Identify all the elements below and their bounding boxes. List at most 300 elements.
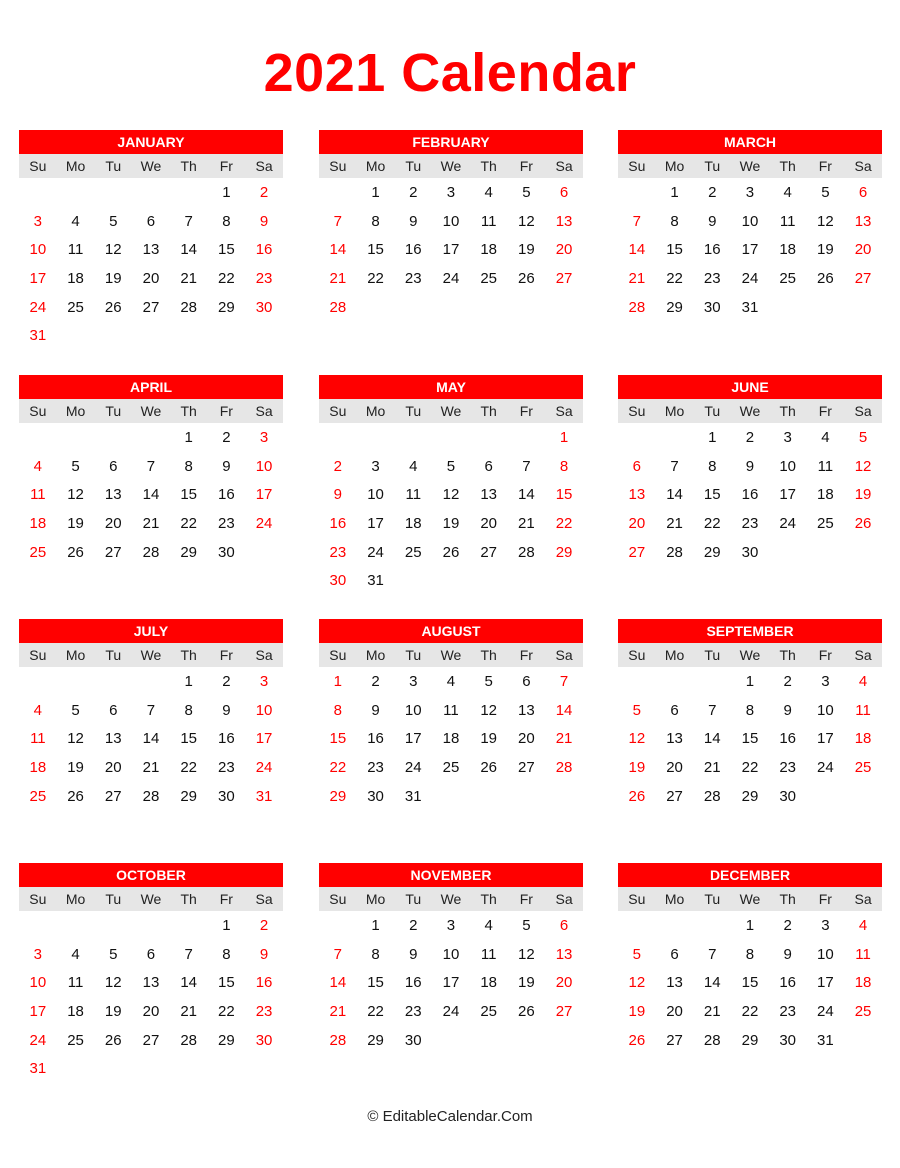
weekday-label: Sa (555, 647, 573, 663)
weekday-label: Th (180, 158, 197, 174)
day-cell: 4 (409, 457, 418, 475)
day-cell: 27 (142, 298, 160, 316)
day-cell: 18 (67, 1003, 84, 1021)
day-cell: 25 (442, 759, 460, 777)
weekday-label: We (140, 158, 162, 174)
day-cell: 23 (218, 759, 235, 777)
day-cell: 26 (518, 270, 535, 288)
day-cell: 12 (104, 241, 122, 259)
day-cell: 23 (404, 270, 422, 288)
day-cell: 31 (255, 787, 273, 805)
day-cell: 20 (480, 515, 497, 533)
week-row (618, 208, 882, 237)
week-row (319, 424, 583, 453)
day-cell: 6 (670, 701, 679, 719)
day-cell: 4 (446, 673, 456, 690)
day-cell: 27 (142, 1031, 160, 1049)
week-row (618, 236, 882, 265)
weekday-header-row (319, 399, 583, 423)
week-row (19, 783, 283, 812)
day-cell: 9 (222, 457, 231, 475)
week-row (19, 725, 283, 754)
week-row (618, 754, 882, 783)
day-cell: 19 (518, 974, 535, 992)
day-cell: 16 (741, 486, 759, 504)
day-cell: 9 (409, 212, 418, 230)
day-grid (319, 178, 583, 322)
weekday-label: Su (29, 158, 47, 174)
day-cell: 18 (779, 241, 796, 259)
week-row (618, 941, 882, 970)
empty-day-cell (545, 567, 583, 596)
day-cell: 12 (442, 486, 460, 504)
day-cell: 24 (29, 1031, 47, 1049)
day-cell: 1 (222, 917, 231, 934)
weekday-label: Fr (519, 403, 533, 419)
day-cell: 20 (666, 759, 683, 777)
weekday-header-row (19, 399, 283, 423)
empty-day-cell (844, 1027, 882, 1056)
empty-day-cell (208, 322, 246, 351)
day-cell: 24 (442, 270, 460, 288)
day-cell: 30 (218, 543, 235, 561)
month-header: APRIL (19, 375, 283, 399)
day-cell: 21 (329, 1003, 347, 1021)
day-cell: 15 (741, 730, 759, 748)
day-cell: 17 (741, 241, 759, 259)
day-cell: 31 (741, 298, 759, 316)
day-cell: 7 (333, 945, 343, 963)
day-cell: 12 (480, 701, 497, 719)
empty-day-cell (693, 668, 731, 697)
day-cell: 5 (446, 457, 456, 475)
day-cell: 5 (522, 184, 531, 201)
weekday-label: Fr (818, 647, 832, 663)
week-row (618, 783, 882, 812)
day-cell: 13 (518, 701, 535, 719)
weekday-label: Mo (664, 891, 685, 907)
week-row (618, 697, 882, 726)
day-cell: 28 (703, 787, 721, 805)
day-cell: 23 (741, 515, 759, 533)
month-header: SEPTEMBER (618, 619, 882, 643)
day-cell: 28 (555, 759, 573, 777)
day-cell: 5 (821, 184, 830, 201)
day-cell: 24 (29, 298, 47, 316)
day-cell: 27 (480, 543, 497, 561)
empty-day-cell (656, 912, 694, 941)
weekday-label: Su (628, 647, 646, 663)
empty-day-cell (394, 567, 432, 596)
day-cell: 10 (255, 701, 273, 719)
day-cell: 26 (628, 1031, 646, 1049)
day-cell: 9 (745, 457, 755, 475)
day-cell: 27 (666, 1031, 683, 1049)
day-cell: 21 (703, 759, 721, 777)
day-cell: 20 (666, 1003, 683, 1021)
weekday-label: Mo (365, 403, 386, 419)
week-row (19, 539, 283, 568)
day-cell: 14 (703, 730, 721, 748)
day-cell: 23 (367, 759, 384, 777)
day-cell: 21 (628, 270, 646, 288)
day-cell: 2 (409, 917, 418, 934)
week-row (319, 998, 583, 1027)
day-cell: 22 (367, 270, 384, 288)
empty-day-cell (132, 322, 170, 351)
week-row (618, 265, 882, 294)
day-cell: 19 (480, 730, 497, 748)
day-cell: 8 (371, 945, 380, 963)
day-cell: 17 (779, 486, 796, 504)
day-cell: 15 (666, 241, 683, 259)
day-cell: 23 (255, 270, 273, 288)
empty-day-cell (769, 294, 807, 323)
weekday-label: Sa (854, 647, 872, 663)
day-cell: 11 (480, 945, 497, 963)
empty-day-cell (57, 424, 95, 453)
day-cell: 21 (142, 759, 160, 777)
day-cell: 27 (518, 759, 535, 777)
empty-day-cell (57, 668, 95, 697)
day-cell: 29 (703, 543, 721, 561)
empty-day-cell (170, 179, 208, 208)
empty-day-cell (470, 424, 508, 453)
day-cell: 12 (518, 212, 535, 230)
week-row (319, 294, 583, 323)
weekday-label: Tu (405, 647, 422, 663)
weekday-label: Tu (405, 403, 422, 419)
day-cell: 21 (555, 730, 573, 748)
day-cell: 19 (67, 759, 84, 777)
day-cell: 2 (259, 184, 269, 201)
weekday-label: Fr (818, 403, 832, 419)
day-cell: 15 (329, 730, 347, 748)
day-cell: 14 (142, 730, 160, 748)
day-cell: 14 (329, 974, 347, 992)
weekday-label: Th (480, 891, 497, 907)
week-row (319, 481, 583, 510)
day-cell: 14 (518, 486, 535, 504)
weekday-label: Tu (405, 891, 422, 907)
day-cell: 2 (222, 429, 231, 446)
day-cell: 1 (333, 673, 343, 690)
day-cell: 9 (409, 945, 418, 963)
day-cell: 6 (632, 457, 642, 475)
day-cell: 12 (67, 730, 84, 748)
weekday-label: Sa (555, 891, 573, 907)
empty-day-cell (245, 539, 283, 568)
week-row (19, 208, 283, 237)
day-cell: 16 (404, 241, 422, 259)
day-cell: 7 (632, 212, 642, 230)
day-cell: 29 (741, 1031, 759, 1049)
day-cell: 7 (559, 673, 569, 690)
day-cell: 17 (29, 270, 47, 288)
weekday-label: Mo (365, 647, 386, 663)
month-april (19, 375, 283, 567)
day-cell: 21 (329, 270, 347, 288)
day-cell: 24 (817, 759, 834, 777)
week-row (319, 1027, 583, 1056)
day-cell: 18 (442, 730, 460, 748)
empty-day-cell (19, 912, 57, 941)
weekday-label: Tu (704, 158, 721, 174)
weekday-header-row (618, 643, 882, 667)
weekday-label: Fr (219, 647, 233, 663)
day-cell: 24 (741, 270, 759, 288)
day-cell: 10 (442, 212, 460, 230)
empty-day-cell (432, 294, 470, 323)
weekday-label: Th (180, 647, 197, 663)
week-row (19, 236, 283, 265)
day-cell: 14 (180, 974, 197, 992)
day-cell: 24 (779, 515, 796, 533)
day-cell: 30 (404, 1031, 422, 1049)
week-row (19, 1027, 283, 1056)
day-cell: 28 (180, 1031, 197, 1049)
empty-day-cell (132, 912, 170, 941)
day-cell: 8 (670, 212, 679, 230)
month-header: JANUARY (19, 130, 283, 154)
day-cell: 26 (67, 543, 84, 561)
week-row (19, 912, 283, 941)
day-cell: 20 (555, 974, 573, 992)
weekday-label: Mo (365, 158, 386, 174)
week-row (319, 453, 583, 482)
weekday-label: We (440, 158, 462, 174)
day-cell: 30 (741, 543, 759, 561)
day-cell: 9 (259, 212, 269, 230)
day-cell: 14 (180, 241, 197, 259)
week-row (19, 481, 283, 510)
day-cell: 26 (817, 270, 834, 288)
weekday-label: Th (779, 891, 796, 907)
empty-day-cell (432, 567, 470, 596)
day-cell: 17 (255, 486, 273, 504)
day-cell: 25 (29, 543, 47, 561)
month-october (19, 863, 283, 1084)
day-cell: 10 (442, 945, 460, 963)
day-cell: 2 (783, 673, 792, 690)
week-row (19, 969, 283, 998)
footer-credit: © EditableCalendar.Com (367, 1108, 533, 1125)
empty-day-cell (394, 424, 432, 453)
day-cell: 30 (255, 1031, 273, 1049)
day-cell: 28 (518, 543, 535, 561)
day-cell: 1 (708, 429, 717, 446)
weekday-header-row (618, 887, 882, 911)
empty-day-cell (656, 424, 694, 453)
day-cell: 1 (371, 917, 380, 934)
day-cell: 5 (858, 429, 868, 446)
month-header: MAY (319, 375, 583, 399)
day-cell: 9 (259, 945, 269, 963)
day-cell: 26 (442, 543, 460, 561)
day-cell: 27 (104, 787, 122, 805)
weekday-label: Tu (405, 158, 422, 174)
day-cell: 24 (255, 515, 273, 533)
day-cell: 2 (708, 184, 717, 201)
day-cell: 7 (184, 212, 193, 230)
empty-day-cell (19, 668, 57, 697)
day-cell: 22 (741, 759, 759, 777)
week-row (319, 969, 583, 998)
day-cell: 18 (480, 241, 497, 259)
day-cell: 22 (218, 1003, 235, 1021)
day-cell: 2 (259, 917, 269, 934)
day-cell: 29 (329, 787, 347, 805)
day-cell: 27 (854, 270, 872, 288)
empty-day-cell (807, 294, 845, 323)
week-row (19, 265, 283, 294)
empty-day-cell (432, 1027, 470, 1056)
weekday-label: Su (628, 158, 646, 174)
day-cell: 29 (741, 787, 759, 805)
day-cell: 3 (821, 917, 830, 934)
week-row (618, 179, 882, 208)
day-cell: 20 (142, 1003, 160, 1021)
day-cell: 15 (367, 241, 384, 259)
day-cell: 28 (180, 298, 197, 316)
day-cell: 9 (708, 212, 717, 230)
month-header: DECEMBER (618, 863, 882, 887)
weekday-label: Mo (65, 403, 86, 419)
day-cell: 14 (666, 486, 683, 504)
empty-day-cell (508, 424, 546, 453)
day-cell: 16 (218, 730, 235, 748)
week-row (19, 697, 283, 726)
day-cell: 22 (703, 515, 721, 533)
day-cell: 13 (142, 974, 160, 992)
day-cell: 4 (33, 701, 43, 719)
day-cell: 17 (255, 730, 273, 748)
day-cell: 3 (371, 457, 380, 475)
day-cell: 13 (666, 974, 683, 992)
day-cell: 15 (741, 974, 759, 992)
day-cell: 22 (555, 515, 573, 533)
weekday-label: Tu (105, 158, 122, 174)
empty-day-cell (319, 912, 357, 941)
day-cell: 29 (180, 543, 197, 561)
day-cell: 8 (333, 701, 343, 719)
day-cell: 6 (109, 701, 118, 719)
day-cell: 11 (817, 457, 834, 475)
day-cell: 5 (109, 945, 118, 963)
empty-day-cell (357, 294, 395, 323)
day-cell: 24 (255, 759, 273, 777)
day-cell: 27 (555, 1003, 573, 1021)
day-cell: 31 (29, 327, 47, 345)
day-cell: 22 (666, 270, 683, 288)
empty-day-cell (357, 424, 395, 453)
day-cell: 8 (184, 701, 193, 719)
day-cell: 25 (854, 759, 872, 777)
day-cell: 21 (518, 515, 535, 533)
day-cell: 25 (779, 270, 796, 288)
day-cell: 29 (180, 787, 197, 805)
week-row (319, 265, 583, 294)
day-cell: 8 (371, 212, 380, 230)
day-cell: 16 (779, 974, 796, 992)
week-row (319, 697, 583, 726)
day-cell: 2 (783, 917, 792, 934)
day-cell: 8 (222, 212, 231, 230)
day-cell: 23 (255, 1003, 273, 1021)
day-cell: 8 (745, 701, 755, 719)
day-cell: 26 (854, 515, 872, 533)
day-cell: 4 (484, 917, 493, 934)
day-cell: 16 (255, 974, 273, 992)
empty-day-cell (319, 179, 357, 208)
day-cell: 16 (367, 730, 384, 748)
day-cell: 7 (708, 945, 717, 963)
empty-day-cell (132, 179, 170, 208)
weekday-label: Sa (255, 891, 273, 907)
day-cell: 27 (104, 543, 122, 561)
empty-day-cell (618, 179, 656, 208)
day-cell: 12 (628, 730, 646, 748)
day-cell: 12 (518, 945, 535, 963)
day-cell: 9 (222, 701, 231, 719)
day-cell: 1 (371, 184, 380, 201)
day-cell: 11 (855, 701, 871, 719)
day-cell: 8 (708, 457, 717, 475)
empty-day-cell (508, 294, 546, 323)
weekday-label: Sa (555, 158, 573, 174)
day-cell: 20 (104, 515, 122, 533)
day-cell: 11 (779, 212, 796, 230)
day-cell: 28 (142, 543, 160, 561)
empty-day-cell (19, 179, 57, 208)
day-cell: 10 (29, 974, 47, 992)
day-cell: 31 (367, 572, 384, 590)
week-row (19, 424, 283, 453)
day-cell: 9 (371, 701, 380, 719)
empty-day-cell (94, 1055, 132, 1084)
empty-day-cell (94, 322, 132, 351)
day-cell: 24 (404, 759, 422, 777)
day-cell: 5 (71, 701, 80, 719)
month-june (618, 375, 882, 567)
day-cell: 11 (67, 974, 84, 992)
weekday-label: We (140, 891, 162, 907)
day-cell: 4 (33, 457, 43, 475)
day-cell: 7 (522, 457, 531, 475)
week-row (618, 510, 882, 539)
day-cell: 15 (180, 486, 197, 504)
empty-day-cell (807, 783, 845, 812)
day-cell: 23 (218, 515, 235, 533)
day-cell: 19 (442, 515, 460, 533)
day-cell: 16 (255, 241, 273, 259)
empty-day-cell (470, 294, 508, 323)
month-header: FEBRUARY (319, 130, 583, 154)
weekday-label: Sa (854, 403, 872, 419)
day-cell: 15 (218, 974, 235, 992)
month-header: MARCH (618, 130, 882, 154)
empty-day-cell (394, 294, 432, 323)
week-row (319, 941, 583, 970)
weekday-label: Su (628, 891, 646, 907)
day-cell: 21 (666, 515, 683, 533)
empty-day-cell (508, 567, 546, 596)
weekday-label: Fr (818, 891, 832, 907)
month-header: AUGUST (319, 619, 583, 643)
day-cell: 28 (329, 298, 347, 316)
empty-day-cell (432, 424, 470, 453)
day-cell: 28 (628, 298, 646, 316)
